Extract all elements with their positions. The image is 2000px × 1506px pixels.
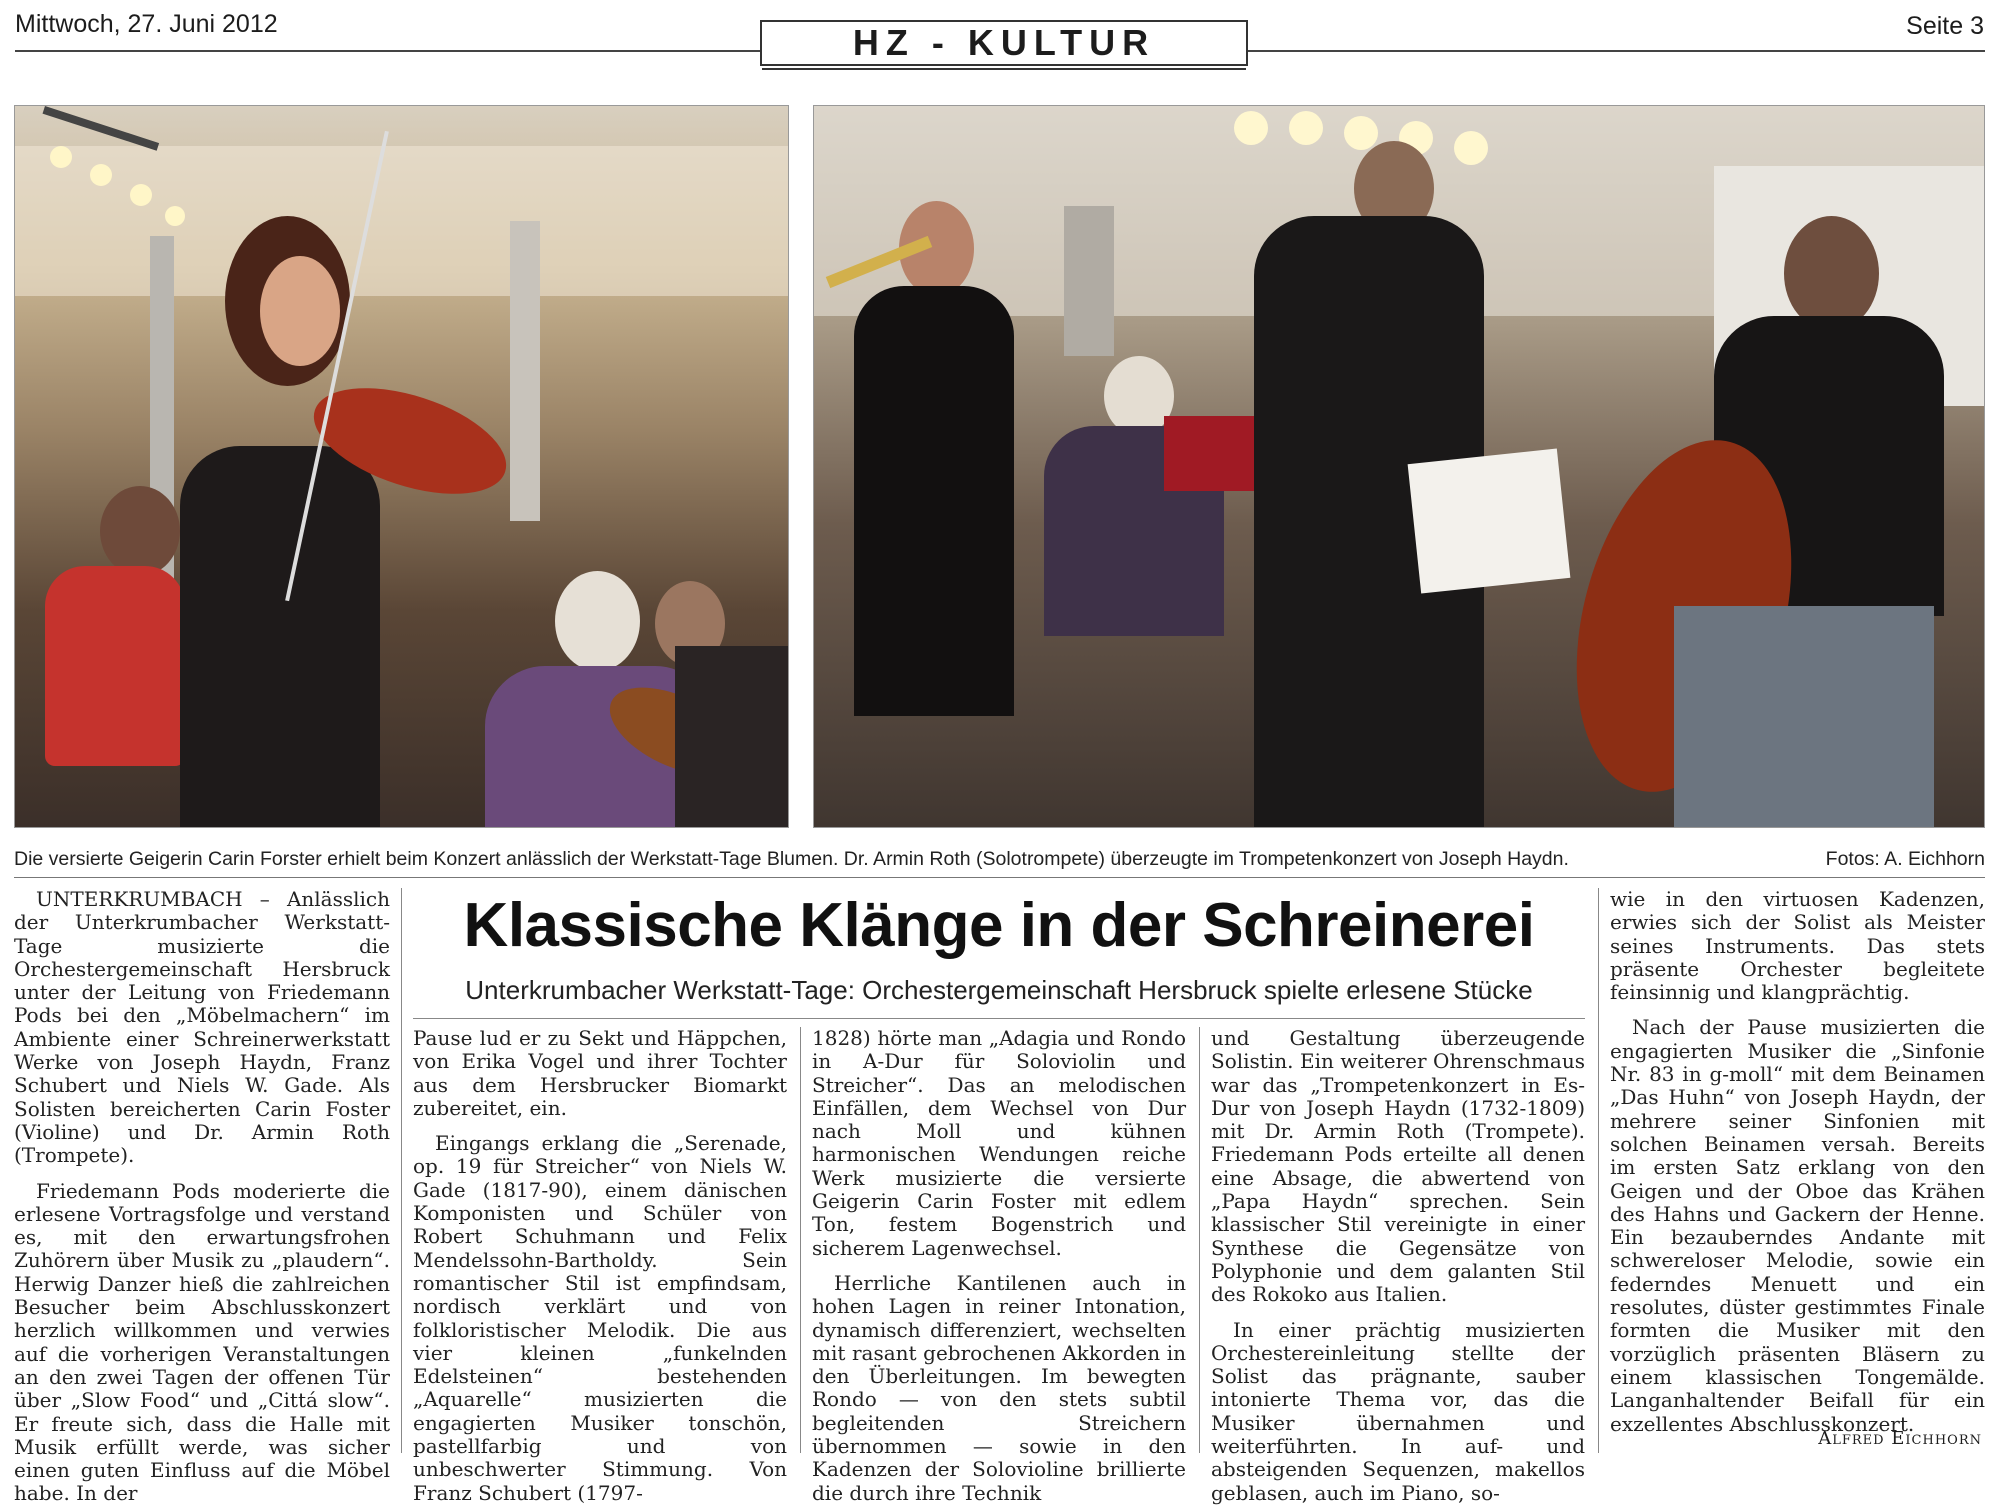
paragraph: wie in den virtuosen Kadenzen, erwies sich der Solist als Meister seines Instruments. Das stets präsente Orchester begleitete feinsinnig und klangprächtig. bbox=[1610, 887, 1985, 1005]
article-headline: Klassische Klänge in der Schreinerei bbox=[463, 891, 1535, 960]
stage-light bbox=[1454, 131, 1488, 165]
article-column-2 bbox=[413, 1027, 787, 1505]
paragraph: UNTERKRUMBACH – Anlässlich der Unterkrumbacher Werkstatt-Tage musizierte die Orchestergemeinschaft Hersbruck unter der Leitung von Friedemann Pods bei den „Möbelmachern“ im Ambiente einer Schreinerwerkstatt Werke von Joseph Haydn, Franz Schubert und Niels W. Gade. Als Solisten bereicherten Carin Foster (Violine) und Dr. Armin Roth (Trompete). bbox=[14, 887, 390, 1168]
section-title: HZ - KULTUR bbox=[760, 20, 1248, 66]
stage-light bbox=[1344, 116, 1378, 150]
musician-white-hair bbox=[555, 571, 640, 671]
column-divider bbox=[800, 1027, 801, 1453]
cellist-trousers bbox=[1674, 606, 1934, 828]
paragraph: Eingangs erklang die „Serenade, op. 19 für Streicher“ von Niels W. Gade (1817-90), einem dänischen Komponisten und Schüler von Robert Schuhmann und Felix Mendelssohn-Bartholdy. Sein romantischer Stil ist empfindsam, nordisch verklärt und von folkloristischer Melodik. Die aus vier kleinen „funkelnden Edelsteinen“ bestehenden „Aquarelle“ musizierten die engagierten Musiker tonschön, pastellfarbig und von unbeschwerter Stimmung. Von Franz Schubert (1797- bbox=[413, 1131, 787, 1505]
photo-credit: Fotos: A. Eichhorn bbox=[1825, 848, 1985, 870]
photo-caption bbox=[14, 848, 1985, 871]
stage-light bbox=[130, 184, 152, 206]
music-stand-red bbox=[1164, 416, 1259, 491]
column-divider bbox=[1199, 1027, 1200, 1453]
paragraph: Pause lud er zu Sekt und Häppchen, von Erika Vogel und ihrer Tochter aus dem Hersbrucker Biomarkt zubereitet, ein. bbox=[413, 1026, 787, 1120]
paragraph: 1828) hörte man „Adagia und Rondo in A-Dur für Soloviolin und Streicher“. Das an melodischen Einfällen, dem Wechsel von Dur nach Moll und kühnen harmonischen Wendungen reiche Werk musizierte die versierte Geigerin Carin Foster mit edlem Ton, festem Bogenstrich und sicherem Lagenwechsel. bbox=[812, 1026, 1186, 1260]
stage-light bbox=[90, 164, 112, 186]
trumpeter-suit bbox=[854, 286, 1014, 716]
lighting-rig bbox=[43, 106, 160, 151]
photo-violinist bbox=[14, 105, 789, 828]
hall-ceiling bbox=[15, 146, 789, 296]
paragraph: Herrliche Kantilenen auch in hohen Lagen in reiner Intonation, dynamisch differenziert, wechselten mit rasant gebrochenen Akkorden in den Überleitungen. Im bewegten Rondo — von den stets subtil begleitenden Streichern übernommen — sowie in den Kadenzen der Solovioline brillierte die durch ihre Technik bbox=[812, 1270, 1186, 1505]
caption-text: Die versierte Geigerin Carin Forster erhielt beim Konzert anlässlich der Werkstatt-Tage Blumen. Dr. Armin Roth (Solotrompete) überzeugte im Trompetenkonzert von Joseph Haydn. bbox=[14, 848, 1569, 870]
paragraph: Nach der Pause musizierten die engagierten Musiker die „Sinfonie Nr. 83 in g-moll“ mit dem Beinamen „Das Huhn“ von Joseph Haydn, der mehrere seiner Sinfonien mit solchen Beinamen versah. Bereits im ersten Satz erklang von den Geigen und der Oboe das Krähen des Hahns und Gackern der Henne. Ein bezauberndes Andante mit schwereloser Melodie, sowie ein federndes Menuett und ein resolutes, düster gestimmtes Finale formten die Musiker mit den vorzüglich präsenten Bläsern zu einem klassischen Tongemälde. Langanhaltender Beifall für ein exzellentes Abschlusskonzert. bbox=[1610, 1015, 1985, 1436]
article-column-4 bbox=[1211, 1027, 1585, 1505]
violinist-dress bbox=[180, 446, 380, 828]
sheet-music bbox=[1408, 449, 1571, 594]
issue-date: Mittwoch, 27. Juni 2012 bbox=[15, 10, 278, 38]
musician-dark-shirt bbox=[675, 646, 789, 828]
stage-light bbox=[1289, 111, 1323, 145]
photo-trumpet-soloist bbox=[813, 105, 1985, 828]
headline-rule bbox=[413, 1018, 1585, 1019]
violinist-face bbox=[260, 256, 340, 366]
column-divider bbox=[401, 888, 402, 1453]
cellist-head bbox=[1784, 216, 1879, 331]
stage-light bbox=[50, 146, 72, 168]
musician-red-top bbox=[45, 566, 185, 766]
paragraph: Friedemann Pods moderierte die erlesene Vortragsfolge und verstand es, mit den erwartungsfrohen Zuhörern über Musik zu „plaudern“. Herwig Danzer hieß die zahlreichen Besucher beim Abschlusskonzert herzlich willkommen und verwies auf die vorherigen Veranstaltungen an den zwei Tagen der offenen Tür über „Slow Food“ und „Cittá slow“. Er freute sich, dass die Halle mit Musik erfüllt werde, was sicher einen guten Einfluss auf die Möbel habe. In der bbox=[14, 1178, 390, 1506]
article-column-5 bbox=[1610, 888, 1985, 1436]
paragraph: In einer prächtig musizierten Orchestereinleitung stellte der Solist das prägnante, sauber intonierte Thema vor, das die Musiker übernahmen und weiterführten. In auf- und absteigenden Sequenzen, makellos geblasen, auch im Piano, so- bbox=[1211, 1317, 1585, 1505]
page-number: Seite 3 bbox=[1906, 12, 1984, 40]
article-author: Alfred Eichhorn bbox=[1818, 1428, 1982, 1449]
musician-head bbox=[100, 486, 180, 576]
article-column-3 bbox=[812, 1027, 1186, 1505]
vent-duct bbox=[1064, 206, 1114, 356]
pillar bbox=[510, 221, 540, 521]
article-column-1 bbox=[14, 888, 390, 1506]
column-divider bbox=[1598, 888, 1599, 1453]
article-subheadline: Unterkrumbacher Werkstatt-Tage: Orchestergemeinschaft Hersbruck spielte erlesene Stücke bbox=[465, 975, 1533, 1005]
caption-rule bbox=[14, 877, 1985, 878]
stage-light bbox=[1234, 111, 1268, 145]
stage-light bbox=[165, 206, 185, 226]
paragraph: und Gestaltung überzeugende Solistin. Ein weiterer Ohrenschmaus war das „Trompetenkonzert in Es-Dur von Joseph Haydn (1732-1809) mit Dr. Armin Roth (Trompete). Friedemann Pods erteilte all denen eine Absage, die abwertend von „Papa Haydn“ sprechen. Sein klassischer Stil vereinigte in einer Synthese die Gegensätze von Polyphonie und dem galanten Stil des Rokoko aus Italien. bbox=[1211, 1026, 1585, 1307]
